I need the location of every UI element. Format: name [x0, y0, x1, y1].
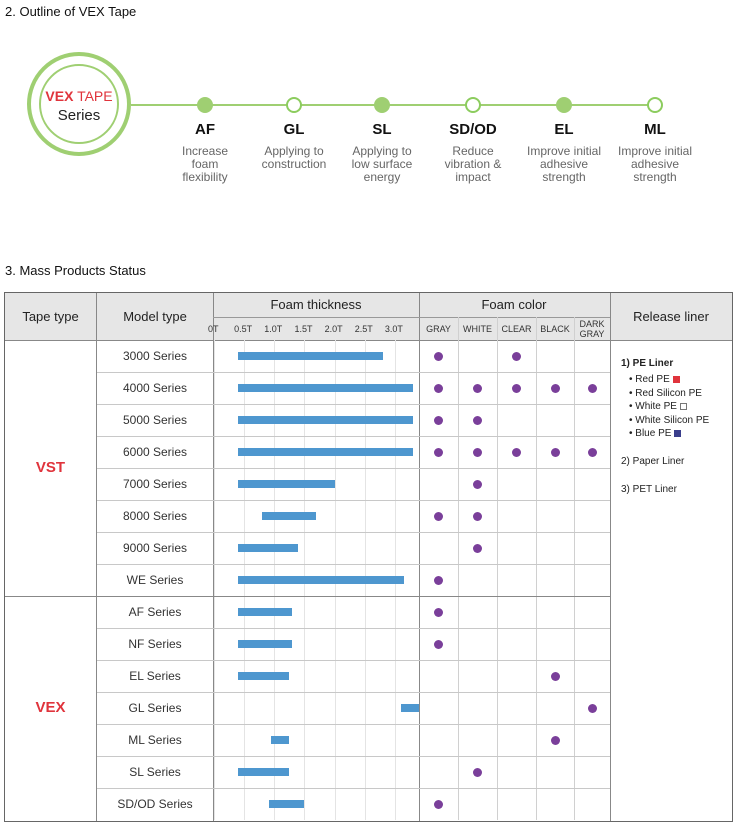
color-dot-white	[473, 448, 482, 457]
pe-liner-item: • White Silicon PE	[629, 414, 710, 426]
color-dot-gray	[434, 608, 443, 617]
thickness-bar	[271, 736, 289, 744]
color-dot-white	[473, 512, 482, 521]
color-dot-gray	[434, 512, 443, 521]
pe-liner-label: White Silicon PE	[635, 414, 710, 426]
pe-liner-item: • White PE	[629, 401, 687, 412]
step-desc-line: energy	[363, 170, 401, 184]
header-foam-color: Foam color	[481, 297, 547, 312]
color-head-0: GRAY	[426, 324, 451, 334]
thickness-tick-4: 2.0T	[324, 324, 343, 334]
header-release-liner: Release liner	[633, 309, 709, 324]
thickness-bar	[238, 608, 292, 616]
swatch-icon	[673, 376, 680, 383]
color-dot-gray	[434, 576, 443, 585]
step-desc-line: flexibility	[182, 170, 228, 184]
thickness-bar	[238, 480, 334, 488]
color-head-1: WHITE	[463, 324, 492, 334]
pe-liner-item: • Blue PE	[629, 428, 681, 439]
step-dot-5	[647, 97, 663, 113]
row-divider	[97, 724, 610, 725]
step-desc-line: strength	[542, 170, 586, 184]
color-dot-black	[551, 448, 560, 457]
step-desc-line: Applying to	[352, 144, 412, 158]
model-label: WE Series	[126, 573, 184, 587]
products-status-table	[4, 292, 733, 822]
color-dot-clear	[512, 352, 521, 361]
step-code-1: GL	[283, 121, 305, 138]
step-desc-line: Improve initial	[617, 144, 693, 158]
model-label: 6000 Series	[122, 445, 188, 459]
step-desc-line: Improve initial	[526, 144, 602, 158]
thickness-bar	[238, 448, 413, 456]
row-divider	[97, 532, 610, 533]
step-desc-line: Increase	[181, 144, 229, 158]
color-divider	[574, 317, 575, 820]
color-dot-gray	[434, 800, 443, 809]
pe-liner-label: White PE	[635, 401, 677, 412]
color-dot-gray	[434, 352, 443, 361]
column-divider	[610, 293, 611, 821]
model-label: 7000 Series	[122, 477, 188, 491]
step-desc-line: adhesive	[630, 157, 680, 171]
badge-brand	[31, 88, 127, 104]
color-dot-clear	[512, 448, 521, 457]
liner-paper: 2) Paper Liner	[621, 456, 685, 467]
group-label-vst: VST	[35, 459, 66, 476]
step-desc-line: Applying to	[264, 144, 324, 158]
row-divider	[97, 788, 610, 789]
model-label: AF Series	[128, 605, 182, 619]
thickness-bar	[262, 512, 316, 520]
group-divider	[5, 596, 610, 597]
color-dot-gray	[434, 416, 443, 425]
thickness-gridline	[214, 340, 215, 820]
thickness-tick-3: 1.5T	[294, 324, 313, 334]
thickness-bar	[238, 384, 413, 392]
thickness-bar	[238, 416, 413, 424]
thickness-tick-6: 3.0T	[384, 324, 403, 334]
thickness-tick-5: 2.5T	[354, 324, 373, 334]
pe-liner-item: • Red PE	[629, 374, 680, 385]
step-desc-line: vibration &	[444, 157, 502, 171]
liner-pet: 3) PET Liner	[621, 484, 677, 495]
step-desc-2	[332, 145, 432, 184]
color-dot-clear	[512, 384, 521, 393]
thickness-bar	[238, 672, 289, 680]
badge-tape: TAPE	[77, 88, 113, 104]
step-desc-line: low surface	[351, 157, 413, 171]
row-divider	[97, 500, 610, 501]
badge-inner-ring	[39, 64, 119, 144]
color-dot-white	[473, 416, 482, 425]
color-dot-dark-gray	[588, 384, 597, 393]
thickness-bar	[238, 576, 404, 584]
row-divider	[97, 404, 610, 405]
step-dot-3	[465, 97, 481, 113]
step-code-5: ML	[644, 121, 666, 138]
row-divider	[97, 660, 610, 661]
step-desc-4	[514, 145, 614, 184]
color-dot-white	[473, 768, 482, 777]
step-code-2: SL	[372, 121, 392, 138]
color-dot-dark-gray	[588, 448, 597, 457]
thickness-bar	[238, 544, 298, 552]
color-dot-gray	[434, 384, 443, 393]
thickness-subdivider	[213, 317, 610, 318]
step-desc-3	[423, 145, 523, 184]
model-label: 8000 Series	[122, 509, 188, 523]
step-desc-line: strength	[633, 170, 677, 184]
row-divider	[97, 436, 610, 437]
thickness-tick-0: 0T	[208, 324, 219, 334]
swatch-icon	[680, 403, 687, 410]
color-divider	[536, 317, 537, 820]
row-divider	[97, 372, 610, 373]
step-code-4: EL	[554, 121, 574, 138]
step-desc-line: construction	[261, 157, 327, 171]
color-dot-white	[473, 544, 482, 553]
pe-liner-item: • Red Silicon PE	[629, 387, 702, 399]
model-label: SD/OD Series	[117, 797, 193, 811]
color-divider	[458, 317, 459, 820]
header-tape-type: Tape type	[22, 309, 79, 324]
step-dot-2	[374, 97, 390, 113]
model-label: NF Series	[128, 637, 182, 651]
step-code-3: SD/OD	[449, 121, 497, 138]
step-desc-0	[155, 145, 255, 184]
step-desc-1	[244, 145, 344, 171]
swatch-icon	[674, 430, 681, 437]
badge-series: Series	[57, 107, 101, 124]
pe-liner-label: Red Silicon PE	[635, 387, 702, 399]
thickness-bar	[401, 704, 419, 712]
row-divider	[97, 564, 610, 565]
model-label: 9000 Series	[122, 541, 188, 555]
row-divider	[97, 756, 610, 757]
step-desc-line: foam	[191, 157, 219, 171]
pe-liner-label: Red PE	[635, 374, 670, 385]
color-dot-black	[551, 672, 560, 681]
step-desc-line: impact	[455, 170, 491, 184]
model-label: EL Series	[129, 669, 181, 683]
row-divider	[97, 628, 610, 629]
model-label: 3000 Series	[122, 349, 188, 363]
liner-pe-title: 1) PE Liner	[621, 358, 674, 369]
thickness-bar	[269, 800, 304, 808]
thickness-bar	[238, 640, 292, 648]
badge-vex: VEX	[45, 88, 74, 104]
vex-tape-badge	[27, 52, 131, 156]
row-divider	[97, 692, 610, 693]
step-desc-line: Reduce	[452, 144, 494, 158]
pe-liner-label: Blue PE	[635, 428, 672, 439]
color-dot-gray	[434, 640, 443, 649]
color-divider	[497, 317, 498, 820]
thickness-tick-2: 1.0T	[264, 324, 283, 334]
step-desc-5	[605, 145, 705, 184]
step-dot-0	[197, 97, 213, 113]
color-dot-white	[473, 480, 482, 489]
step-desc-line: adhesive	[539, 157, 589, 171]
model-label: ML Series	[128, 733, 182, 747]
color-head-4: DARK GRAY	[579, 319, 605, 339]
group-label-vex: VEX	[35, 699, 66, 716]
header-model-type: Model type	[123, 309, 187, 324]
color-dot-black	[551, 384, 560, 393]
step-dot-1	[286, 97, 302, 113]
section-title-outline: 2. Outline of VEX Tape	[5, 4, 137, 19]
outline-diagram	[0, 0, 737, 230]
section-title-status: 3. Mass Products Status	[5, 263, 146, 278]
thickness-tick-1: 0.5T	[234, 324, 253, 334]
model-label: SL Series	[129, 765, 181, 779]
color-dot-white	[473, 384, 482, 393]
color-head-3: BLACK	[540, 324, 570, 334]
model-label: 4000 Series	[122, 381, 188, 395]
row-divider	[97, 468, 610, 469]
step-dot-4	[556, 97, 572, 113]
color-head-2: CLEAR	[501, 324, 532, 334]
thickness-bar	[238, 768, 289, 776]
model-label: 5000 Series	[122, 413, 188, 427]
header-divider	[5, 340, 732, 341]
color-dot-black	[551, 736, 560, 745]
model-label: GL Series	[128, 701, 182, 715]
color-dot-dark-gray	[588, 704, 597, 713]
header-foam-thickness: Foam thickness	[270, 297, 362, 312]
step-code-0: AF	[195, 121, 215, 138]
thickness-bar	[238, 352, 383, 360]
color-dot-gray	[434, 448, 443, 457]
